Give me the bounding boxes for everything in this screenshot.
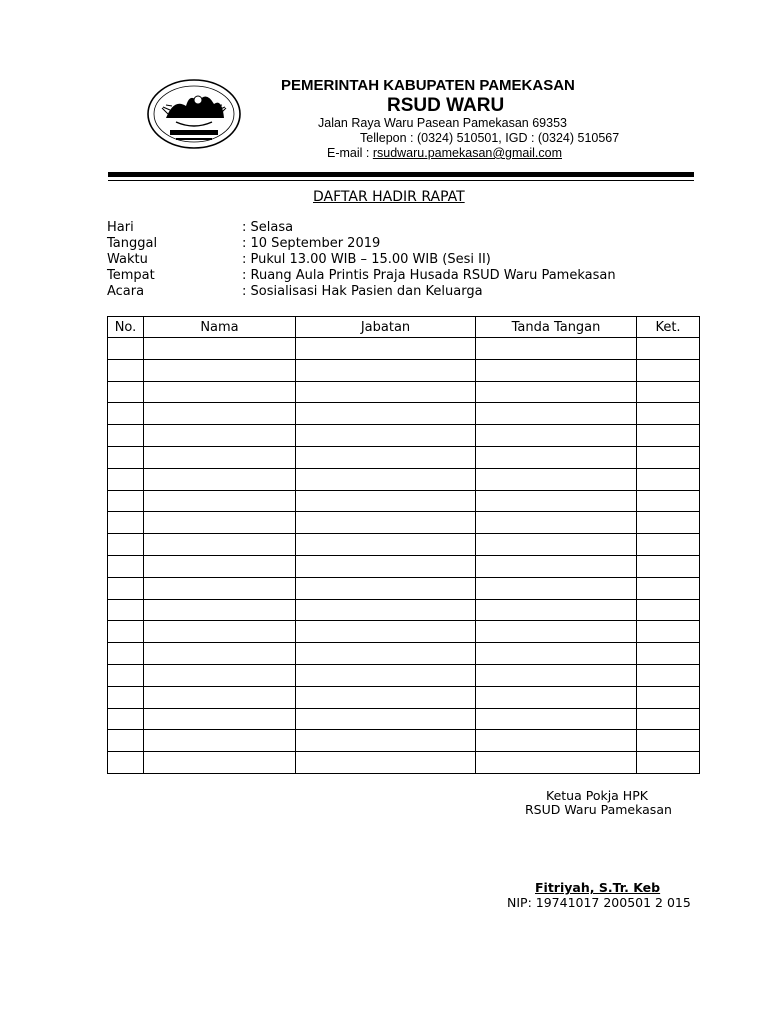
no-cell[interactable] bbox=[108, 686, 144, 708]
signature-cell[interactable] bbox=[476, 534, 637, 556]
position-cell[interactable] bbox=[296, 577, 476, 599]
name-cell[interactable] bbox=[144, 446, 296, 468]
signatory-name: Fitriyah, S.Tr. Keb bbox=[535, 880, 661, 895]
notes-cell[interactable] bbox=[637, 534, 700, 556]
table-row bbox=[108, 686, 700, 708]
name-cell[interactable] bbox=[144, 708, 296, 730]
table-row bbox=[108, 708, 700, 730]
signature-cell[interactable] bbox=[476, 599, 637, 621]
government-heading: PEMERINTAH KABUPATEN PAMEKASAN bbox=[281, 77, 575, 94]
signature-cell[interactable] bbox=[476, 338, 637, 360]
no-cell[interactable] bbox=[108, 555, 144, 577]
attendance-table bbox=[107, 316, 700, 774]
signature-cell[interactable] bbox=[476, 621, 637, 643]
name-cell[interactable] bbox=[144, 512, 296, 534]
notes-cell[interactable] bbox=[637, 708, 700, 730]
no-cell[interactable] bbox=[108, 664, 144, 686]
notes-cell[interactable] bbox=[637, 621, 700, 643]
name-cell[interactable] bbox=[144, 686, 296, 708]
notes-cell[interactable] bbox=[637, 338, 700, 360]
signature-cell[interactable] bbox=[476, 643, 637, 665]
info-label: Tanggal bbox=[107, 236, 158, 251]
info-label: Waktu bbox=[107, 252, 148, 267]
signature-cell[interactable] bbox=[476, 555, 637, 577]
column-header-no: No. bbox=[108, 317, 144, 338]
hospital-name: RSUD WARU bbox=[387, 95, 505, 116]
position-cell[interactable] bbox=[296, 446, 476, 468]
name-cell[interactable] bbox=[144, 468, 296, 490]
position-cell[interactable] bbox=[296, 730, 476, 752]
signature-cell[interactable] bbox=[476, 468, 637, 490]
notes-cell[interactable] bbox=[637, 752, 700, 774]
signature-cell[interactable] bbox=[476, 446, 637, 468]
no-cell[interactable] bbox=[108, 403, 144, 425]
email-label: E-mail : bbox=[327, 146, 373, 160]
notes-cell[interactable] bbox=[637, 512, 700, 534]
info-label: Tempat bbox=[107, 268, 155, 283]
header-divider-thick bbox=[108, 172, 694, 177]
info-value: : Sosialisasi Hak Pasien dan Keluarga bbox=[242, 284, 483, 299]
name-cell[interactable] bbox=[144, 599, 296, 621]
no-cell[interactable] bbox=[108, 621, 144, 643]
table-row bbox=[108, 664, 700, 686]
table-row bbox=[108, 381, 700, 403]
no-cell[interactable] bbox=[108, 512, 144, 534]
name-cell[interactable] bbox=[144, 643, 296, 665]
column-header-name: Nama bbox=[144, 317, 296, 338]
info-label: Hari bbox=[107, 220, 134, 235]
no-cell[interactable] bbox=[108, 643, 144, 665]
position-cell[interactable] bbox=[296, 643, 476, 665]
no-cell[interactable] bbox=[108, 381, 144, 403]
table-row bbox=[108, 468, 700, 490]
position-cell[interactable] bbox=[296, 664, 476, 686]
table-row bbox=[108, 403, 700, 425]
signature-cell[interactable] bbox=[476, 686, 637, 708]
signatory-organization: RSUD Waru Pamekasan bbox=[525, 802, 672, 817]
name-cell[interactable] bbox=[144, 577, 296, 599]
notes-cell[interactable] bbox=[637, 555, 700, 577]
notes-cell[interactable] bbox=[637, 425, 700, 447]
position-cell[interactable] bbox=[296, 490, 476, 512]
info-value: : Ruang Aula Printis Praja Husada RSUD Waru Pamekasan bbox=[242, 268, 616, 283]
no-cell[interactable] bbox=[108, 577, 144, 599]
info-value: : Pukul 13.00 WIB – 15.00 WIB (Sesi II) bbox=[242, 252, 491, 267]
signature-cell[interactable] bbox=[476, 403, 637, 425]
table-row bbox=[108, 730, 700, 752]
column-header-signature: Tanda Tangan bbox=[476, 317, 637, 338]
position-cell[interactable] bbox=[296, 752, 476, 774]
table-header-row bbox=[108, 317, 700, 338]
position-cell[interactable] bbox=[296, 708, 476, 730]
notes-cell[interactable] bbox=[637, 730, 700, 752]
table-row bbox=[108, 534, 700, 556]
name-cell[interactable] bbox=[144, 359, 296, 381]
notes-cell[interactable] bbox=[637, 643, 700, 665]
notes-cell[interactable] bbox=[637, 359, 700, 381]
no-cell[interactable] bbox=[108, 730, 144, 752]
notes-cell[interactable] bbox=[637, 686, 700, 708]
signature-cell[interactable] bbox=[476, 577, 637, 599]
regency-seal-logo bbox=[146, 78, 242, 150]
position-cell[interactable] bbox=[296, 686, 476, 708]
info-label: Acara bbox=[107, 284, 145, 299]
notes-cell[interactable] bbox=[637, 599, 700, 621]
table-row bbox=[108, 643, 700, 665]
table-row bbox=[108, 425, 700, 447]
no-cell[interactable] bbox=[108, 425, 144, 447]
table-row bbox=[108, 338, 700, 360]
table-row bbox=[108, 577, 700, 599]
signature-cell[interactable] bbox=[476, 359, 637, 381]
signature-cell[interactable] bbox=[476, 752, 637, 774]
column-header-notes: Ket. bbox=[637, 317, 700, 338]
column-header-position: Jabatan bbox=[296, 317, 476, 338]
notes-cell[interactable] bbox=[637, 664, 700, 686]
signature-cell[interactable] bbox=[476, 512, 637, 534]
name-cell[interactable] bbox=[144, 555, 296, 577]
name-cell[interactable] bbox=[144, 403, 296, 425]
position-cell[interactable] bbox=[296, 468, 476, 490]
info-value: : Selasa bbox=[242, 220, 294, 235]
notes-cell[interactable] bbox=[637, 490, 700, 512]
table-row bbox=[108, 359, 700, 381]
no-cell[interactable] bbox=[108, 752, 144, 774]
email-link[interactable]: rsudwaru.pamekasan@gmail.com bbox=[372, 146, 562, 160]
table-row bbox=[108, 512, 700, 534]
name-cell[interactable] bbox=[144, 381, 296, 403]
position-cell[interactable] bbox=[296, 512, 476, 534]
attendance-table-body bbox=[108, 338, 700, 774]
no-cell[interactable] bbox=[108, 446, 144, 468]
signatory-role: Ketua Pokja HPK bbox=[546, 788, 648, 803]
signature-cell[interactable] bbox=[476, 381, 637, 403]
position-cell[interactable] bbox=[296, 555, 476, 577]
name-cell[interactable] bbox=[144, 730, 296, 752]
signature-cell[interactable] bbox=[476, 664, 637, 686]
name-cell[interactable] bbox=[144, 621, 296, 643]
position-cell[interactable] bbox=[296, 359, 476, 381]
table-row bbox=[108, 621, 700, 643]
table-row bbox=[108, 490, 700, 512]
table-row bbox=[108, 599, 700, 621]
signatory-nip: NIP: 19741017 200501 2 015 bbox=[507, 895, 691, 910]
position-cell[interactable] bbox=[296, 403, 476, 425]
name-cell[interactable] bbox=[144, 425, 296, 447]
notes-cell[interactable] bbox=[637, 446, 700, 468]
no-cell[interactable] bbox=[108, 599, 144, 621]
position-cell[interactable] bbox=[296, 338, 476, 360]
name-cell[interactable] bbox=[144, 664, 296, 686]
hospital-phone: Tellepon : (0324) 510501, IGD : (0324) 510567 bbox=[360, 131, 620, 145]
position-cell[interactable] bbox=[296, 534, 476, 556]
notes-cell[interactable] bbox=[637, 468, 700, 490]
header-divider-thin bbox=[108, 180, 694, 181]
position-cell[interactable] bbox=[296, 381, 476, 403]
position-cell[interactable] bbox=[296, 599, 476, 621]
no-cell[interactable] bbox=[108, 338, 144, 360]
signature-cell[interactable] bbox=[476, 708, 637, 730]
no-cell[interactable] bbox=[108, 534, 144, 556]
name-cell[interactable] bbox=[144, 534, 296, 556]
no-cell[interactable] bbox=[108, 708, 144, 730]
document-title: DAFTAR HADIR RAPAT bbox=[313, 189, 465, 205]
hospital-address: Jalan Raya Waru Pasean Pamekasan 69353 bbox=[318, 116, 567, 130]
signature-cell[interactable] bbox=[476, 490, 637, 512]
no-cell[interactable] bbox=[108, 490, 144, 512]
position-cell[interactable] bbox=[296, 621, 476, 643]
position-cell[interactable] bbox=[296, 425, 476, 447]
info-value: : 10 September 2019 bbox=[242, 236, 381, 251]
table-row bbox=[108, 555, 700, 577]
notes-cell[interactable] bbox=[637, 577, 700, 599]
no-cell[interactable] bbox=[108, 359, 144, 381]
name-cell[interactable] bbox=[144, 338, 296, 360]
no-cell[interactable] bbox=[108, 468, 144, 490]
signature-cell[interactable] bbox=[476, 730, 637, 752]
table-row bbox=[108, 752, 700, 774]
notes-cell[interactable] bbox=[637, 381, 700, 403]
hospital-email-line bbox=[327, 146, 562, 160]
signature-cell[interactable] bbox=[476, 425, 637, 447]
notes-cell[interactable] bbox=[637, 403, 700, 425]
name-cell[interactable] bbox=[144, 752, 296, 774]
name-cell[interactable] bbox=[144, 490, 296, 512]
table-row bbox=[108, 446, 700, 468]
